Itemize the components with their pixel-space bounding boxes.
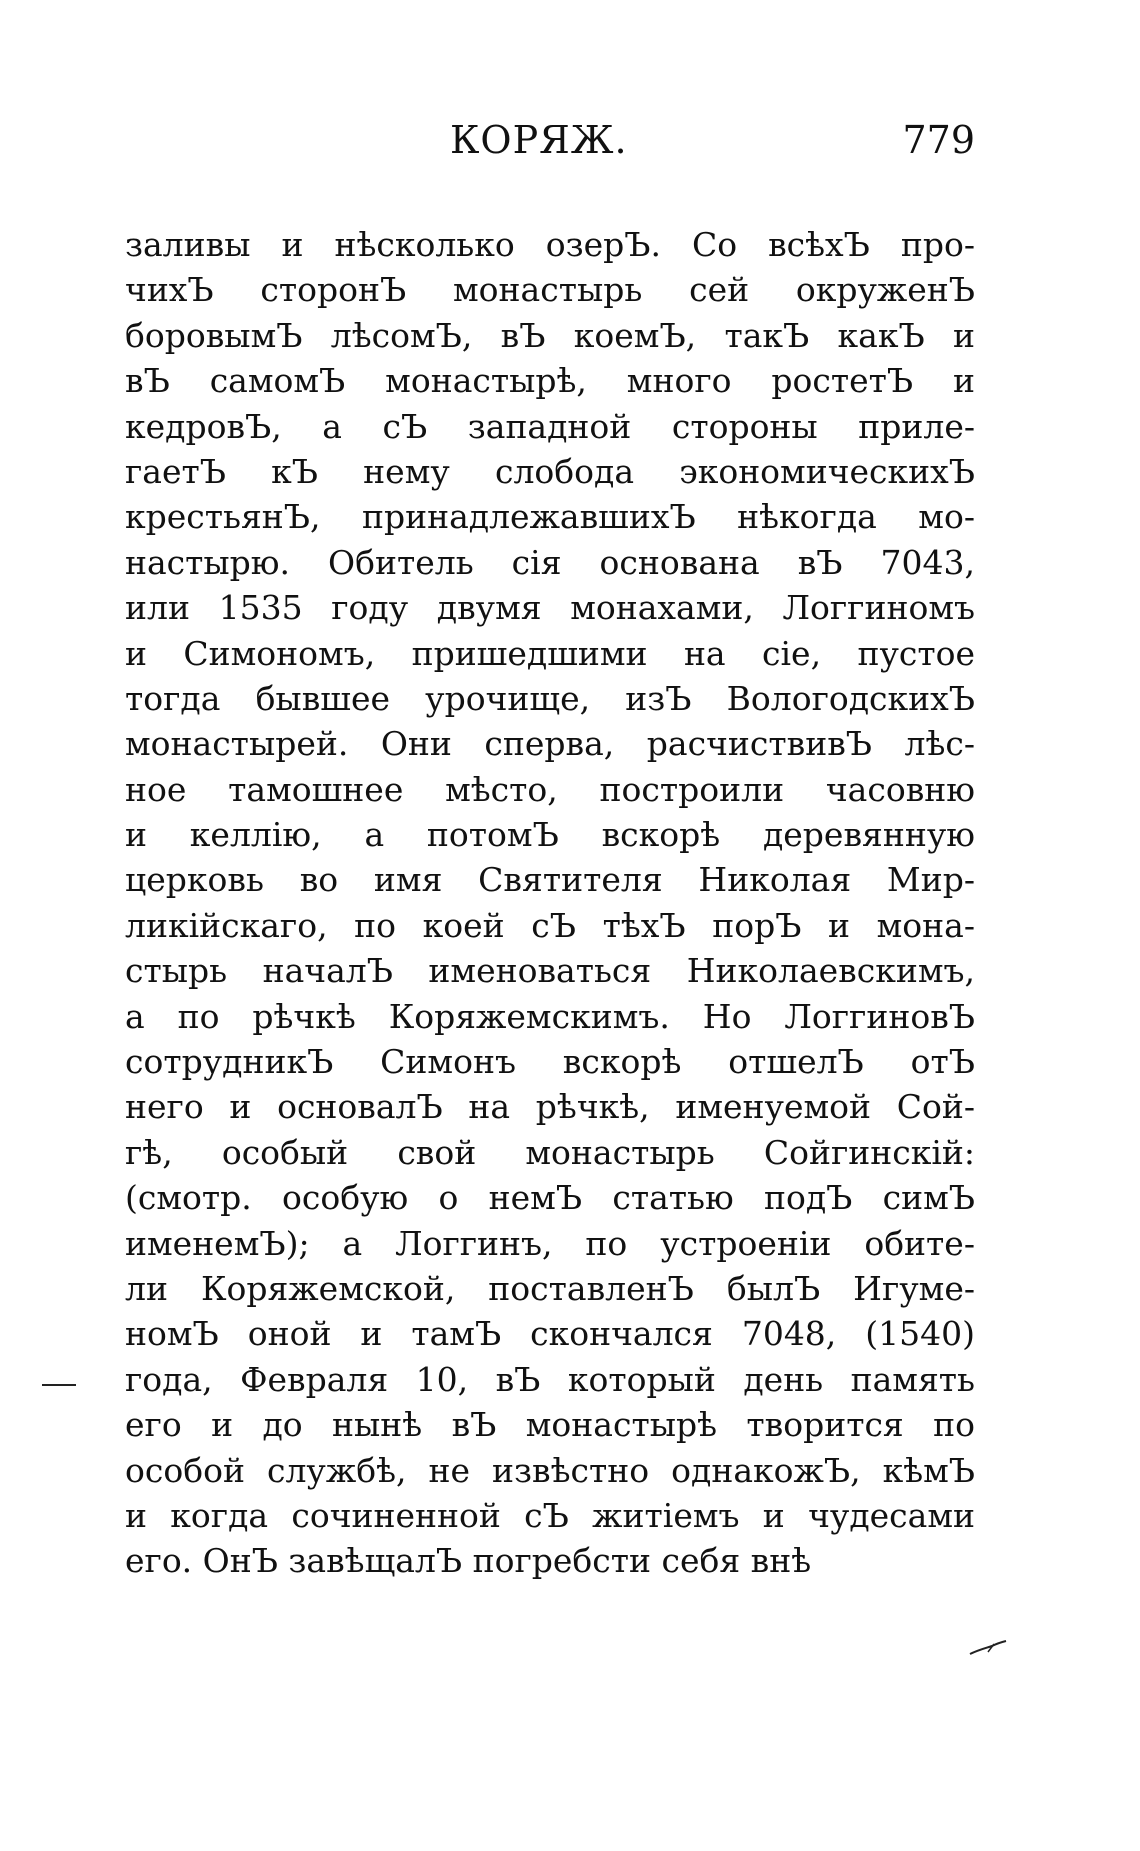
text-line: (смотр. особую о немЪ статью подЪ симЪ xyxy=(125,1178,975,1218)
text-line: церковь во имя Святителя Николая Мир- xyxy=(125,860,975,900)
text-line: ли Коряжемской, поставленЪ былЪ Игуме- xyxy=(125,1268,975,1308)
margin-dash-mark xyxy=(42,1384,76,1386)
text-line: его и до нынѣ вЪ монастырѣ творится по xyxy=(125,1405,975,1445)
text-line: кедровЪ, а сЪ западной стороны приле- xyxy=(125,406,975,446)
text-line: него и основалЪ на рѣчкѣ, именуемой Сой- xyxy=(125,1087,975,1127)
text-line: боровымЪ лѣсомЪ, вЪ коемЪ, такЪ какЪ и xyxy=(125,315,975,355)
text-line: настырю. Обитель сія основана вЪ 7043, xyxy=(125,542,975,582)
running-head: КОРЯЖ. xyxy=(450,118,628,162)
text-line: и келлію, а потомЪ вскорѣ деревянную xyxy=(125,815,975,855)
text-line: ликійскаго, по коей сЪ тѣхЪ порЪ и мона- xyxy=(125,905,975,945)
text-line: тогда бывшее урочище, изЪ ВологодскихЪ xyxy=(125,678,975,718)
body-text xyxy=(125,222,975,1584)
page-header xyxy=(125,118,975,178)
text-line: или 1535 году двумя монахами, Логгиномъ xyxy=(125,588,975,628)
text-line: крестьянЪ, принадлежавшихЪ нѣкогда мо- xyxy=(125,497,975,537)
ink-flourish-icon xyxy=(968,1638,1008,1658)
text-line: номЪ оной и тамЪ скончался 7048, (1540) xyxy=(125,1314,975,1354)
text-line: его. ОнЪ завѣщалЪ погребсти себя внѣ xyxy=(125,1541,812,1581)
page-number: 779 xyxy=(902,118,975,162)
text-line: года, Февраля 10, вЪ который день память xyxy=(125,1359,975,1399)
text-line: гаетЪ кЪ нему слобода экономическихЪ xyxy=(125,451,975,491)
text-line: и Симономъ, пришедшими на сіе, пустое xyxy=(125,633,975,673)
text-line: монастырей. Они сперва, расчиствивЪ лѣс- xyxy=(125,724,975,764)
text-line: а по рѣчкѣ Коряжемскимъ. Но ЛоггиновЪ xyxy=(125,996,975,1036)
text-line: сотрудникЪ Симонъ вскорѣ отшелЪ отЪ xyxy=(125,1042,975,1082)
text-line: чихЪ сторонЪ монастырь сей окруженЪ xyxy=(125,270,975,310)
text-line: именемЪ); а Логгинъ, по устроеніи обите- xyxy=(125,1223,975,1263)
text-line: заливы и нѣсколько озерЪ. Со всѣхЪ про- xyxy=(125,225,975,264)
text-line: вЪ самомЪ монастырѣ, много ростетЪ и xyxy=(125,361,975,401)
text-line: и когда сочиненной сЪ житіемъ и чудесами xyxy=(125,1495,975,1535)
text-line: особой службѣ, не извѣстно однакожЪ, кѣмЪ xyxy=(125,1450,975,1490)
text-line: ное тамошнее мѣсто, построили часовню xyxy=(125,769,975,809)
text-line: гѣ, особый свой монастырь Сойгинскій: xyxy=(125,1132,975,1172)
text-line: стырь началЪ именоваться Николаевскимъ, xyxy=(125,951,975,991)
